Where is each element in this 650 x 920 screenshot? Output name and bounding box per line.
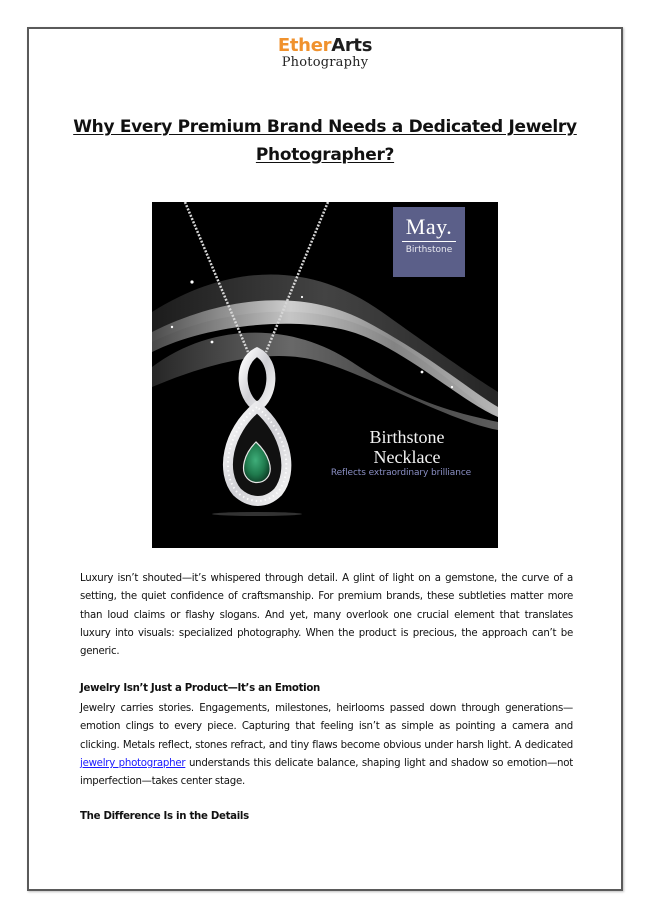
hero-image — [152, 202, 498, 548]
jewelry-photographer-link[interactable]: jewelry photographer — [80, 757, 186, 769]
section-heading-emotion: Jewelry Isn’t Just a Product—It’s an Emotion — [80, 683, 320, 694]
section-paragraph-emotion — [80, 700, 573, 791]
etherarts-logo — [0, 36, 650, 70]
page-title: Why Every Premium Brand Needs a Dedicated Jewelry Photographer? — [73, 117, 577, 165]
paragraph-text-after-link: understands this delicate balance, shaping light and shadow so emotion—not imperfection—takes center stage. — [80, 757, 573, 788]
logo-subtitle: Photography — [281, 55, 369, 70]
paragraph-text-before-link: Jewelry carries stories. Engagements, milestones, heirlooms passed down through generations—emotion clings to every piece. Capturing that feeling isn’t as simple as pointing a camera and clicking. Metals reflect, stones refract, and tiny flaws become obvious under harsh light. A dedicated — [80, 703, 573, 751]
logo-ether: Ether — [277, 35, 332, 56]
logo-arts: Arts — [331, 35, 373, 56]
badge-divider — [402, 241, 456, 242]
hero-headline-line2: Necklace — [373, 447, 441, 467]
badge-label: Birthstone — [405, 245, 453, 255]
badge-month: May. — [405, 214, 453, 239]
hero-headline-line1: Birthstone — [369, 427, 445, 447]
intro-paragraph: Luxury isn’t shouted—it’s whispered through detail. A glint of light on a gemstone, the curve of a setting, the quiet confidence of craftsmanship. For premium brands, these subtleties matter more than loud claims or flashy slogans. And yet, many overlook one crucial element that translates luxury into visuals: specialized photography. When the product is precious, the approach can’t be generic. — [80, 573, 573, 658]
hero-headline — [322, 427, 492, 467]
logo-wordmark — [0, 36, 650, 56]
hero-tagline: Reflects extraordinary brilliance — [330, 468, 472, 478]
section-heading-details: The Difference Is in the Details — [80, 811, 249, 822]
birthstone-badge — [393, 207, 465, 277]
